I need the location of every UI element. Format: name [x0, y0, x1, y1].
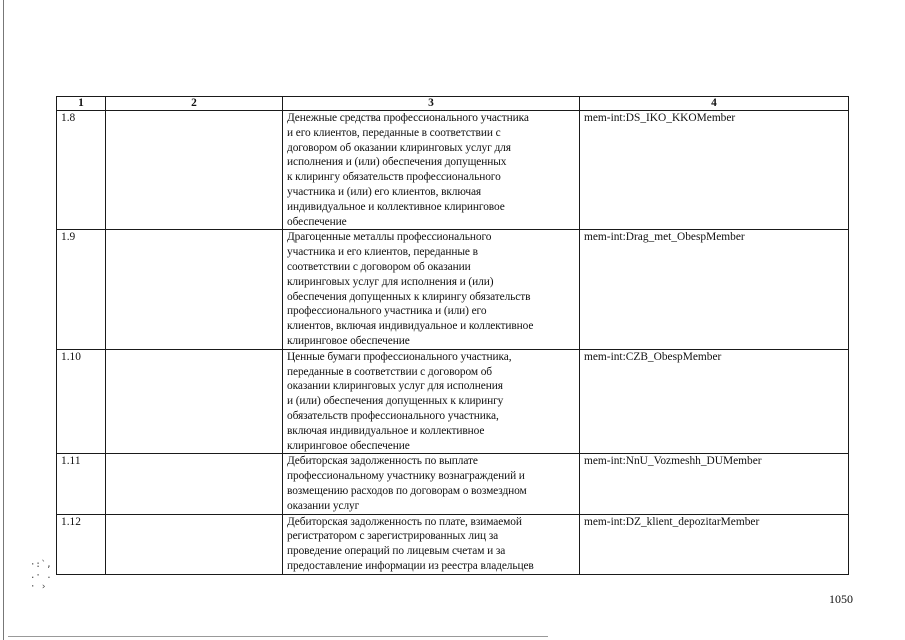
- description-line: оказании услуг: [287, 499, 360, 512]
- description-line: Денежные средства профессионального участника: [287, 112, 529, 124]
- description-line: оказании клиринговых услуг для исполнения: [287, 380, 503, 393]
- row-description: [283, 230, 580, 349]
- description-line: предоставление информации из реестра владельцев: [287, 559, 534, 572]
- row-member: mem-int:DZ_klient_depozitarMember: [580, 514, 849, 574]
- table-row: [57, 454, 849, 514]
- row-description: [283, 111, 580, 230]
- row-member: mem-int:CZB_ObespMember: [580, 349, 849, 454]
- column-header-1: 1: [57, 97, 106, 111]
- description-line: обеспечения допущенных к клирингу обязательств: [287, 290, 531, 303]
- description-line: проведение операций по лицевым счетам и за: [287, 545, 506, 558]
- scan-artifact: ·:`, .· . · ›: [30, 560, 52, 592]
- row-number: 1.9: [57, 230, 106, 349]
- row-description: [283, 514, 580, 574]
- description-line: профессиональному участнику вознаграждений и: [287, 470, 525, 483]
- row-code-cell: [106, 230, 283, 349]
- description-line: и (или) обеспечения допущенных к клирингу: [287, 395, 504, 408]
- table-row: [57, 230, 849, 349]
- table-row: [57, 349, 849, 454]
- description-line: профессионального участника и (или) его: [287, 305, 487, 318]
- row-code-cell: [106, 349, 283, 454]
- description-line: клиентов, включая индивидуальное и коллективное: [287, 320, 534, 333]
- row-description: [283, 349, 580, 454]
- scan-line: [8, 636, 548, 637]
- description-line: индивидуальное и коллективное клиринговое: [287, 200, 505, 213]
- row-description: [283, 454, 580, 514]
- description-line: обеспечение: [287, 215, 347, 228]
- description-line: Ценные бумаги профессионального участника,: [287, 350, 512, 363]
- description-line: возмещению расходов по договорам о возмездном: [287, 484, 527, 497]
- description-line: участника и его клиентов, переданные в: [287, 246, 478, 259]
- description-line: регистратором с зарегистрированных лиц за: [287, 530, 499, 543]
- table-row: [57, 111, 849, 230]
- description-line: включая индивидуальное и коллективное: [287, 424, 485, 437]
- description-line: Драгоценные металлы профессионального: [287, 231, 492, 244]
- description-line: клиринговое обеспечение: [287, 334, 410, 347]
- description-line: клиринговое обеспечение: [287, 439, 410, 452]
- table-header-row: [57, 97, 849, 111]
- description-line: исполнения и (или) обеспечения допущенных: [287, 156, 507, 169]
- table-body: [57, 111, 849, 575]
- description-line: и его клиентов, переданные в соответствии с: [287, 126, 501, 139]
- page-edge: [3, 0, 4, 640]
- row-number: 1.11: [57, 454, 106, 514]
- description-line: Дебиторская задолженность по выплате: [287, 455, 478, 468]
- column-header-2: 2: [106, 97, 283, 111]
- description-line: переданные в соответствии с договором об: [287, 365, 492, 378]
- row-code-cell: [106, 111, 283, 230]
- column-header-3: 3: [283, 97, 580, 111]
- description-line: к клирингу обязательств профессионального: [287, 171, 501, 184]
- table-row: [57, 514, 849, 574]
- page-number: 1050: [829, 592, 853, 606]
- row-number: 1.8: [57, 111, 106, 230]
- document-table: [56, 96, 849, 575]
- row-number: 1.12: [57, 514, 106, 574]
- description-line: клиринговых услуг для исполнения и (или): [287, 275, 494, 288]
- description-line: соответствии с договором об оказании: [287, 260, 471, 273]
- row-member: mem-int:Drag_met_ObespMember: [580, 230, 849, 349]
- row-member: mem-int:NnU_Vozmeshh_DUMember: [580, 454, 849, 514]
- row-code-cell: [106, 514, 283, 574]
- description-line: участника и (или) его клиентов, включая: [287, 185, 482, 198]
- row-member: mem-int:DS_IKO_KKOMember: [580, 111, 849, 230]
- description-line: Дебиторская задолженность по плате, взимаемой: [287, 515, 522, 528]
- row-number: 1.10: [57, 349, 106, 454]
- row-code-cell: [106, 454, 283, 514]
- description-line: обязательств профессионального участника,: [287, 409, 499, 422]
- description-line: договором об оказании клиринговых услуг для: [287, 141, 511, 154]
- column-header-4: 4: [580, 97, 849, 111]
